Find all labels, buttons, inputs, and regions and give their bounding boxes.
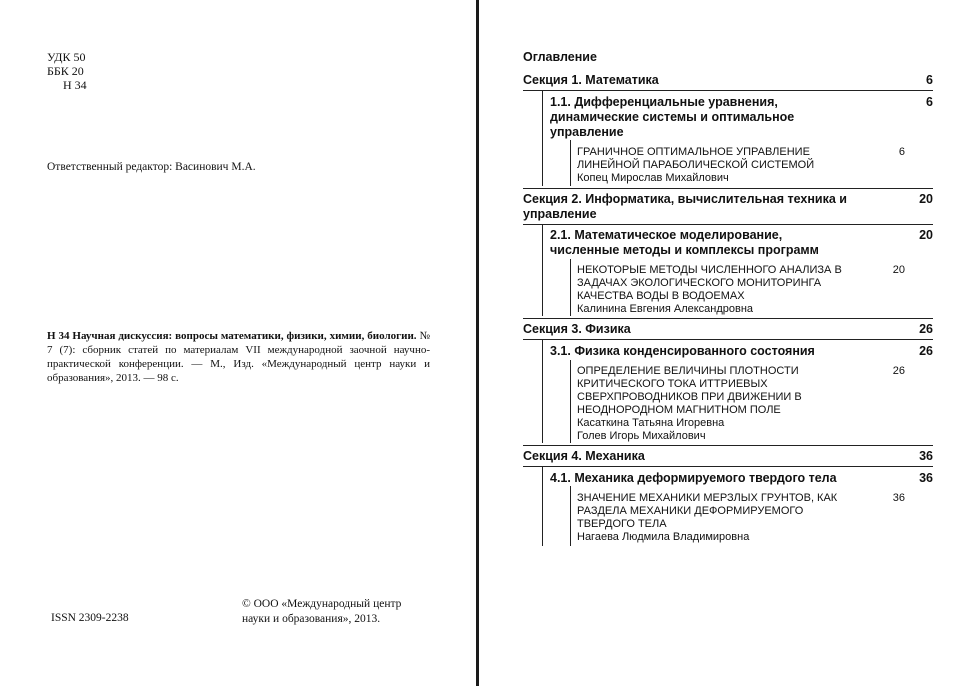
page-number: 20 [919,192,933,206]
toc-article [577,146,933,185]
page-number: 6 [898,146,905,158]
copyright [242,597,442,627]
subsection-title: 1.1. Дифференциальные уравнения, динамические системы и оптимальное управление [550,95,795,139]
toc-article [577,365,933,443]
article-title: ГРАНИЧНОЕ ОПТИМАЛЬНОЕ УПРАВЛЕНИЕ ЛИНЕЙНОЙ ПАРАБОЛИЧЕСКОЙ СИСТЕМОЙ [577,146,815,171]
subsection-title: 2.1. Математическое моделирование, численные методы и комплексы программ [550,228,819,257]
section-title: Секция 2. Информатика, вычислительная техника и управление [523,192,847,221]
divider [523,445,933,446]
udk-code: УДК 50 [47,50,86,64]
page-number: 36 [919,471,933,485]
page-number: 20 [919,228,933,242]
copyright-line: науки и образования», 2013. [242,613,381,625]
article-author: Копец Мирослав Михайлович [577,172,729,184]
toc-article [577,492,933,544]
issn: ISSN 2309-2238 [51,612,129,624]
bibliographic-record [47,329,430,385]
divider [523,224,933,225]
toc-article [577,264,933,316]
divider [523,188,933,189]
article-author: Голев Игорь Михайлович [577,430,706,442]
page-number: 26 [892,365,905,377]
page-number: 6 [926,73,933,87]
divider [570,360,571,443]
divider [523,318,933,319]
responsible-editor: Ответственный редактор: Васинович М.А. [47,161,256,173]
section-title: Секция 1. Математика [523,73,659,87]
page-number: 26 [919,322,933,336]
divider [570,259,571,316]
section-title: Секция 4. Механика [523,449,645,463]
article-title: НЕКОТОРЫЕ МЕТОДЫ ЧИСЛЕННОГО АНАЛИЗА В ЗАДАЧАХ ЭКОЛОГИЧЕСКОГО МОНИТОРИНГА КАЧЕСТВА ВОДЫ В ВОДОЕМАХ [577,264,842,302]
page-number: 36 [919,449,933,463]
subsection-title: 3.1. Физика конденсированного состояния [550,344,815,358]
divider [523,90,933,91]
section-title: Секция 3. Физика [523,322,631,336]
divider [570,486,571,546]
toc-subsection [550,344,933,359]
toc-section [523,322,933,337]
divider [542,339,543,443]
classification-codes [47,50,87,92]
divider [570,140,571,186]
toc-section [523,192,933,222]
divider [523,466,933,467]
copyright-line: © ООО «Международный центр [242,598,402,610]
toc-title: Оглавление [523,50,597,64]
divider [523,339,933,340]
right-page [479,0,972,686]
bibliographic-lead: Н 34 Научная дискуссия: вопросы математики, физики, химии, биологии. [47,330,417,342]
article-author: Касаткина Татьяна Игоревна [577,417,725,429]
page-number: 36 [892,492,905,504]
page-number: 26 [919,344,933,358]
toc-subsection [550,471,933,486]
article-title: ОПРЕДЕЛЕНИЕ ВЕЛИЧИНЫ ПЛОТНОСТИ КРИТИЧЕСКОГО ТОКА ИТТРИЕВЫХ СВЕРХПРОВОДНИКОВ ПРИ ДВИЖЕНИИ В НЕОДНОРОДНОМ МАГНИТНОМ ПОЛЕ [577,365,802,416]
divider [542,224,543,316]
toc-section [523,73,933,88]
page-number: 20 [892,264,905,276]
article-title: ЗНАЧЕНИЕ МЕХАНИКИ МЕРЗЛЫХ ГРУНТОВ, КАК РАЗДЕЛА МЕХАНИКИ ДЕФОРМИРУЕМОГО ТВЕРДОГО ТЕЛА [577,492,838,530]
article-author: Нагаева Людмила Владимировна [577,531,750,543]
toc-subsection [550,228,933,258]
bibliographic-rest: № 7 (7): сборник статей по материалам VII международной заочной научно-практической конференции. — М., Изд. «Международный центр науки и образования», 2013. — 98 с. [47,330,430,384]
author-mark: Н 34 [63,78,87,92]
toc-subsection [550,95,933,140]
subsection-title: 4.1. Механика деформируемого твердого тела [550,471,837,485]
page-number: 6 [926,95,933,109]
left-page [0,0,476,686]
divider [542,90,543,186]
article-author: Калинина Евгения Александровна [577,303,754,315]
toc-section [523,449,933,464]
bbk-code: ББК 20 [47,64,84,78]
divider [542,466,543,546]
